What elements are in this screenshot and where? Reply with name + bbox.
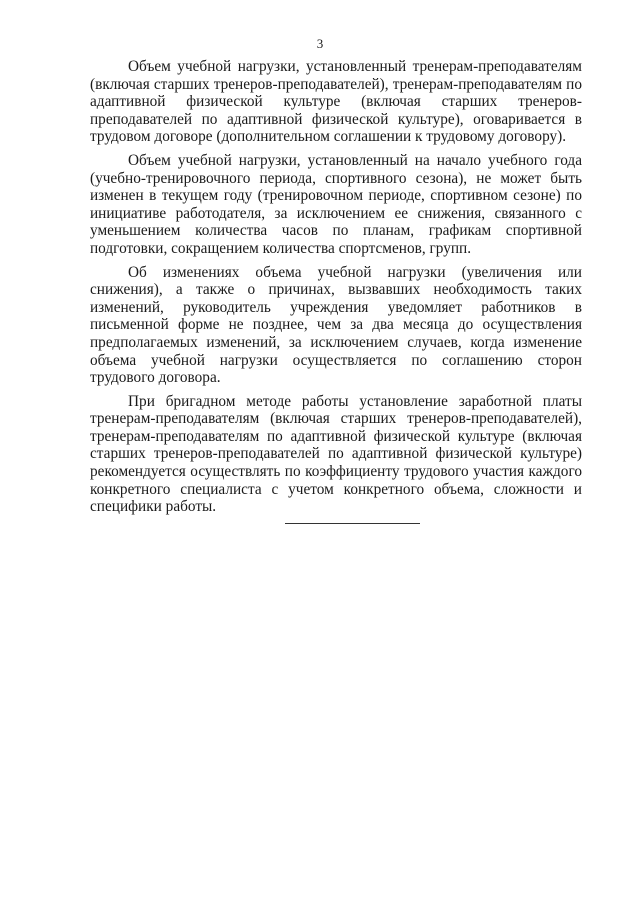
paragraph-brigade-method: При бригадном методе работы установление заработной платы тренерам-преподавателям (включая старших тренеров-преподавателей), тренерам-преподавателям по адаптивной физической культуре (включая старших тренеров-преподавателей по адаптивной физической культуре) рекомендуется осуществлять по коэффициенту трудового участия каждого конкретного специалиста с учетом конкретного объема, сложности и специфики работы. — [90, 392, 582, 516]
paragraph-workload-change-notice: Об изменениях объема учебной нагрузки (увеличения или снижения), а также о причинах, вызвавших необходимость таких изменений, руководитель учреждения уведомляет работников в письменной форме не позднее, чем за два месяца до осуществления предполагаемых изменений, за исключением случаев, когда изменение объема учебной нагрузки осуществляется по соглашению сторон трудового договора. — [90, 263, 582, 387]
end-separator-line — [285, 523, 420, 524]
page-number: 3 — [316, 36, 324, 51]
paragraph-workload-contract: Объем учебной нагрузки, установленный тренерам-преподавателям (включая старших тренеров-преподавателей), тренерам-преподавателям по адаптивной физической культуре (включая старших тренеров-преподавателей по адаптивной физической культуре), оговаривается в трудовом договоре (дополнительном соглашении к трудовому договору). — [90, 58, 582, 146]
document-body — [90, 58, 582, 522]
paragraph-workload-change-restriction: Объем учебной нагрузки, установленный на начало учебного года (учебно-тренировочного периода, спортивного сезона), не может быть изменен в текущем году (тренировочном периоде, спортивном сезоне) по инициативе работодателя, за исключением ее снижения, связанного с уменьшением количества часов по планам, графикам спортивной подготовки, сокращением количества спортсменов, групп. — [90, 151, 582, 257]
